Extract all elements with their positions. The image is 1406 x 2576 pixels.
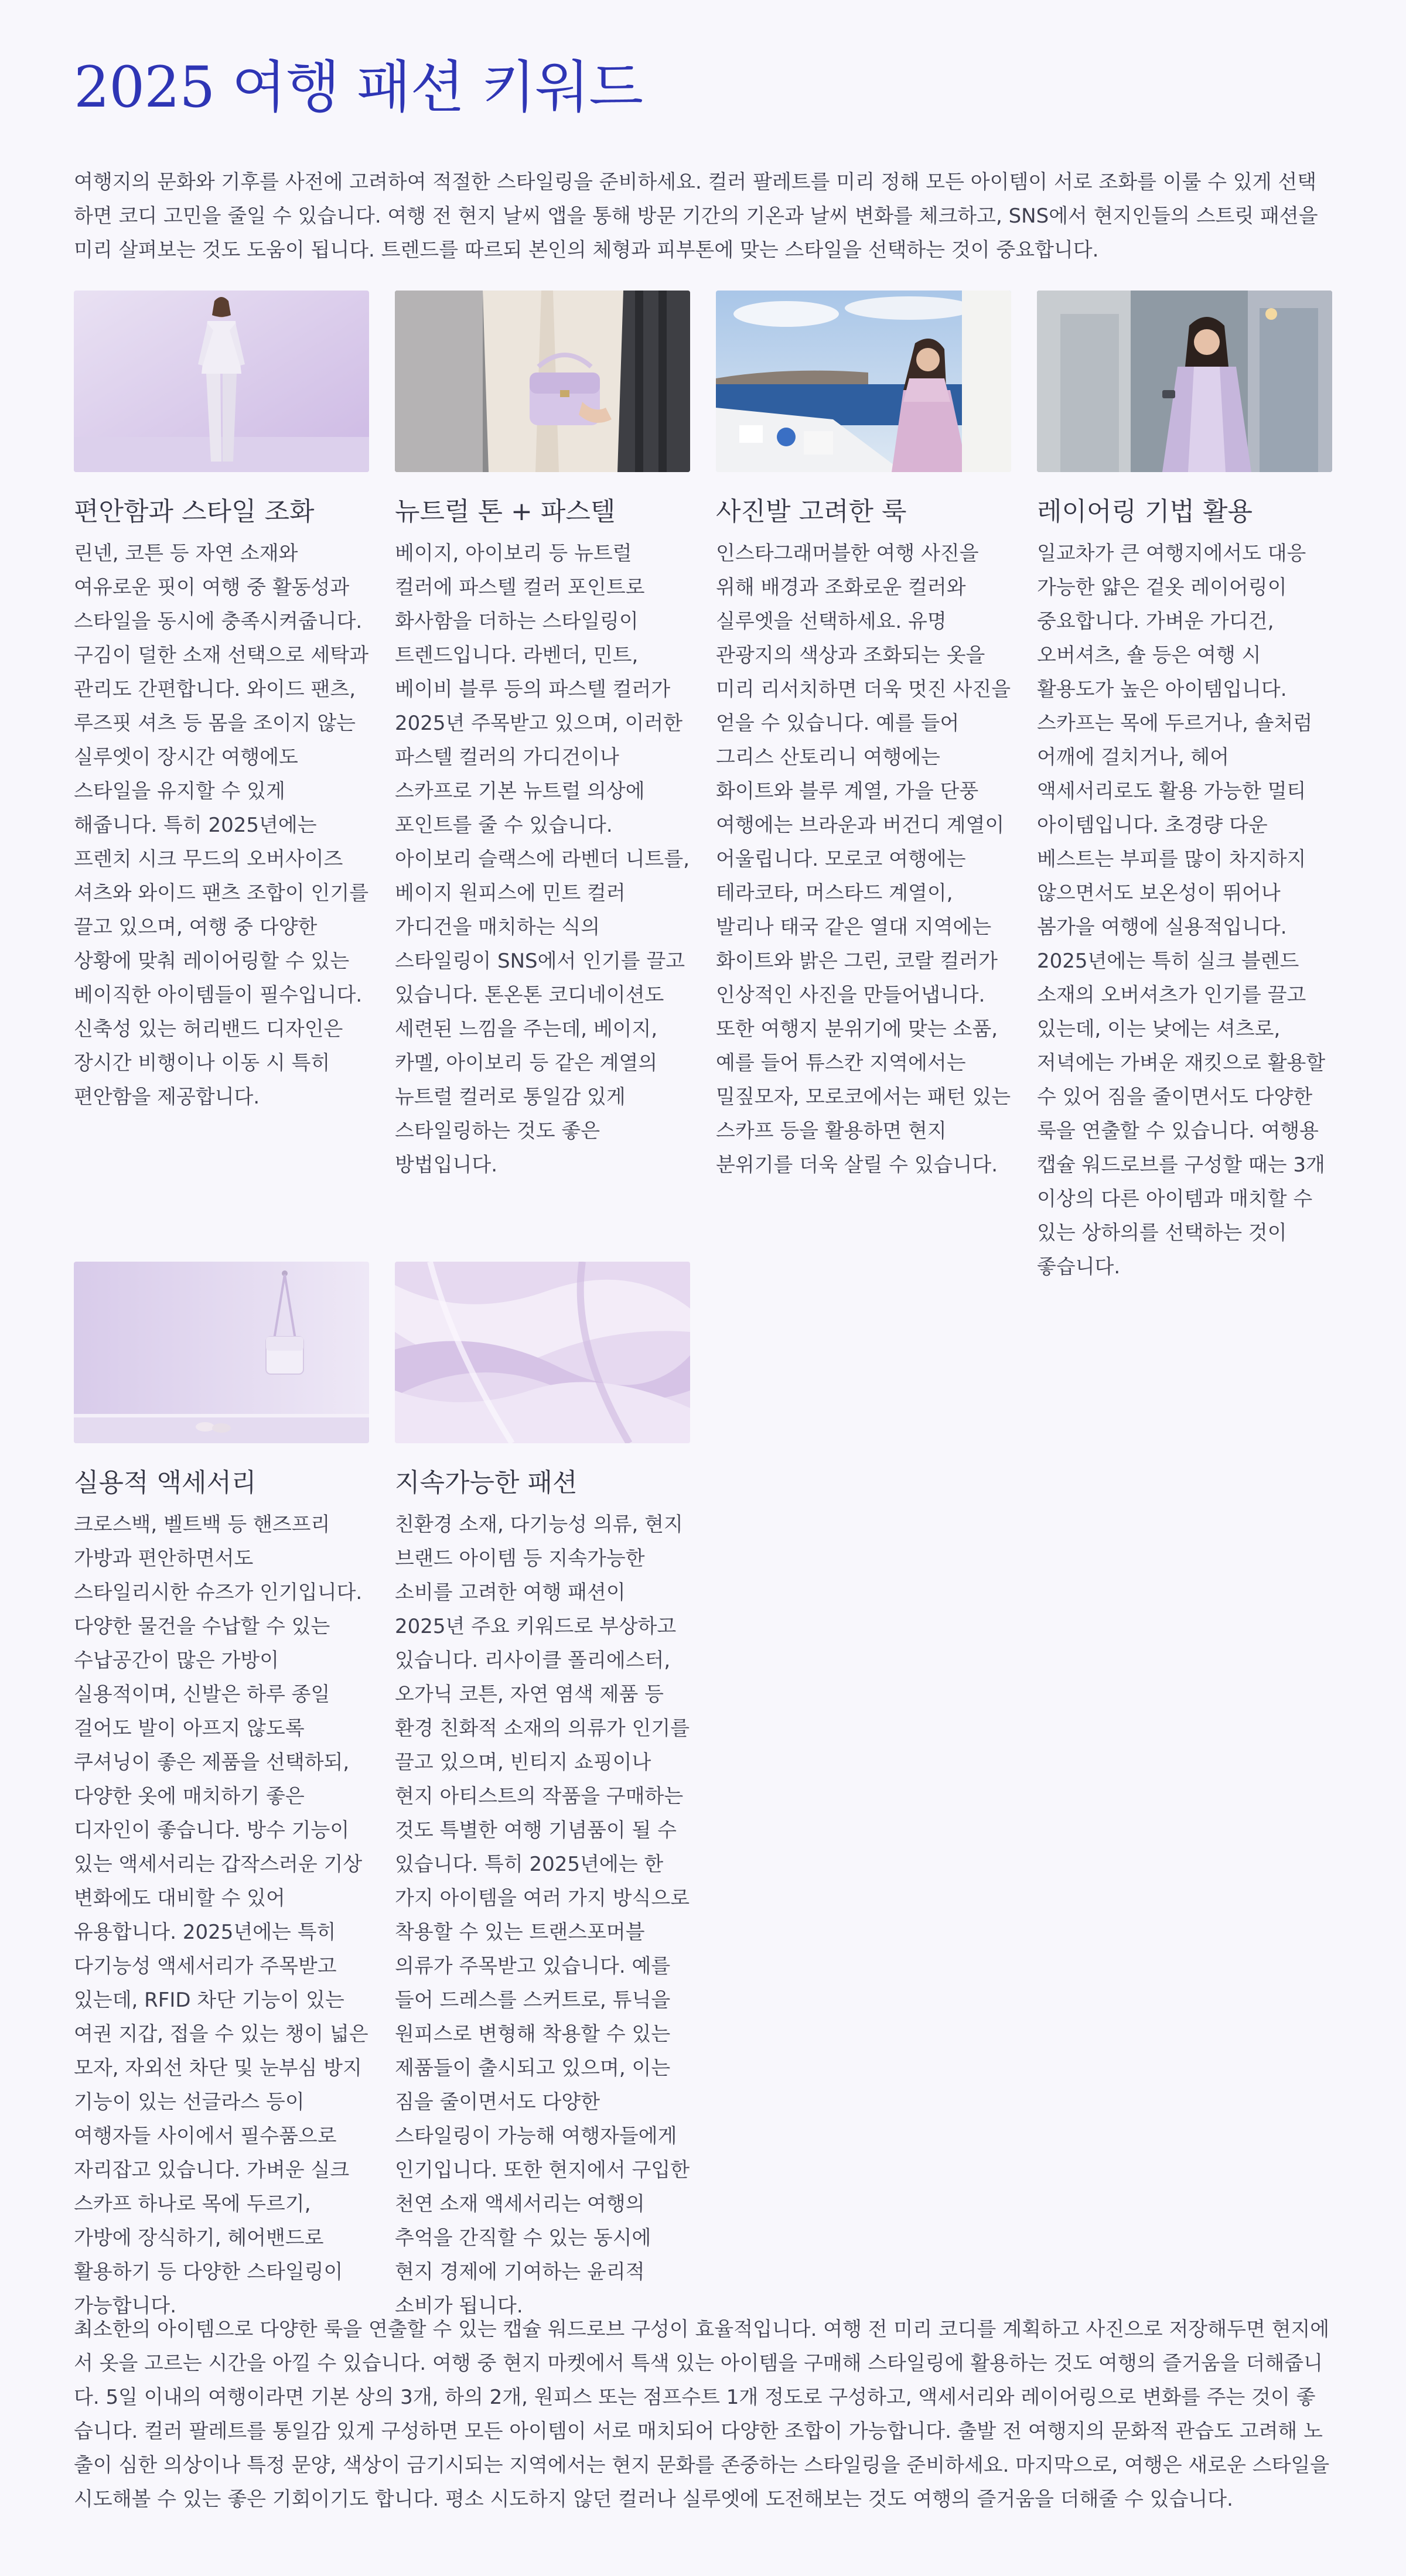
card-title: 사진발 고려한 룩 <box>716 497 907 527</box>
card-body: 린넨, 코튼 등 자연 소재와 여유로운 핏이 여행 중 활동성과 스타일을 동시에 충족시켜줍니다. 구김이 덜한 소재 선택으로 세탁과 관리도 간편합니다. 와이드 팬츠, 루즈핏 셔츠 등 몸을 조이지 않는 실루엣이 장시간 여행에도 스타일을 유지할 수 있게 해줍니다. 특히 2025년에는 프렌치 시크 무드의 오버사이즈 셔츠와 와이드 팬츠 조합이 인기를 끌고 있으며, 여행 중 다양한 상황에 맞춰 레이어링할 수 있는 베이직한 아이템들이 필수입니다. 신축성 있는 허리밴드 디자인은 장시간 비행이나 이동 시 특히 편안함을 제공합니다. <box>74 542 369 1109</box>
outro-paragraph: 최소한의 아이템으로 다양한 룩을 연출할 수 있는 캡슐 워드로브 구성이 효율적입니다. 여행 전 미리 코디를 계획하고 사진으로 저장해두면 현지에서 옷을 고르는 시간을 아낄 수 있습니다. 여행 중 현지 마켓에서 특색 있는 아이템을 구매해 스타일링에 활용하는 것도 여행의 즐거움을 더해줍니다. 5일 이내의 여행이라면 기본 상의 3개, 하의 2개, 원피스 또는 점프수트 1개 정도로 구성하고, 액세서리와 레이어링으로 변화를 주는 것이 좋습니다. 컬러 팔레트를 통일감 있게 구성하면 모든 아이템이 서로 매치되어 다양한 조합이 가능합니다. 출발 전 여행지의 문화적 관습도 고려해 노출이 심한 의상이나 특정 문양, 색상이 금기시되는 지역에서는 현지 문화를 존중하는 스타일링을 준비하세요. 마지막으로, 여행은 새로운 스타일을 시도해볼 수 있는 좋은 기회이기도 합니다. 평소 시도하지 않던 컬러나 실루엣에 도전해보는 것도 여행의 즐거움을 더해줄 수 있습니다. <box>74 2318 1330 2511</box>
intro-paragraph: 여행지의 문화와 기후를 사전에 고려하여 적절한 스타일링을 준비하세요. 컬러 팔레트를 미리 정해 모든 아이템이 서로 조화를 이룰 수 있게 선택하면 코디 고민을 줄일 수 있습니다. 여행 전 현지 날씨 앱을 통해 방문 기간의 기온과 날씨 변화를 체크하고, SNS에서 현지인들의 스트릿 패션을 미리 살펴보는 것도 도움이 됩니다. 트렌드를 따르되 본인의 체형과 피부톤에 맞는 스타일을 선택하는 것이 중요합니다. <box>74 170 1318 262</box>
card-title: 실용적 액세서리 <box>74 1468 257 1498</box>
draped-lavender-fabric-photo <box>395 1262 690 1443</box>
pastel-handbag-neutral-outfit-photo <box>395 291 690 472</box>
page-title: 2025 여행 패션 키워드 <box>74 54 643 120</box>
woman-in-lavender-linen-outfit-photo <box>74 291 369 472</box>
card-neutral-pastel <box>395 291 690 1182</box>
card-photo-look <box>716 291 1011 1182</box>
card-row-2 <box>74 1262 1332 2323</box>
card-layering <box>1037 291 1332 1284</box>
card-body: 일교차가 큰 여행지에서도 대응 가능한 얇은 겉옷 레이어링이 중요합니다. 가벼운 가디건, 오버셔츠, 숄 등은 여행 시 활용도가 높은 아이템입니다. 스카프는 목에 두르거나, 숄처럼 어깨에 걸치거나, 헤어 액세서리로도 활용 가능한 멀티 아이템입니다. 초경량 다운 베스트는 부피를 많이 차지하지 않으면서도 보온성이 뛰어나 봄가을 여행에 실용적입니다. 2025년에는 특히 실크 블렌드 소재의 오버셔츠가 인기를 끌고 있는데, 이는 낮에는 셔츠로, 저녁에는 가벼운 재킷으로 활용할 수 있어 짐을 줄이면서도 다양한 룩을 연출할 수 있습니다. 여행용 캡슐 워드로브를 구성할 때는 3개 이상의 다른 아이템과 매치할 수 있는 상하의를 선택하는 것이 좋습니다. <box>1037 542 1326 1279</box>
card-row-1 <box>74 291 1332 1284</box>
card-title: 뉴트럴 톤 + 파스텔 <box>395 497 616 527</box>
layered-lavender-cardigan-photo <box>1037 291 1332 472</box>
santorini-coastline-traveler-photo <box>716 291 1011 472</box>
card-comfort-style <box>74 291 369 1114</box>
card-body: 인스타그래머블한 여행 사진을 위해 배경과 조화로운 컬러와 실루엣을 선택하세요. 유명 관광지의 색상과 조화되는 옷을 미리 리서치하면 더욱 멋진 사진을 얻을 수 있습니다. 예를 들어 그리스 산토리니 여행에는 화이트와 블루 계열, 가을 단풍 여행에는 브라운과 버건디 계열이 어울립니다. 모로코 여행에는 테라코타, 머스타드 계열이, 발리나 태국 같은 열대 지역에는 화이트와 밝은 그린, 코랄 컬러가 인상적인 사진을 만들어냅니다. 또한 여행지 분위기에 맞는 소품, 예를 들어 튜스칸 지역에서는 밀짚모자, 모로코에서는 패턴 있는 스카프 등을 활용하면 현지 분위기를 더욱 살릴 수 있습니다. <box>716 542 1011 1177</box>
card-body: 친환경 소재, 다기능성 의류, 현지 브랜드 아이템 등 지속가능한 소비를 고려한 여행 패션이 2025년 주요 키워드로 부상하고 있습니다. 리사이클 폴리에스터, 오가닉 코튼, 자연 염색 제품 등 환경 친화적 소재의 의류가 인기를 끌고 있으며, 빈티지 쇼핑이나 현지 아티스트의 작품을 구매하는 것도 특별한 여행 기념품이 될 수 있습니다. 특히 2025년에는 한 가지 아이템을 여러 가지 방식으로 착용할 수 있는 트랜스포머블 의류가 주목받고 있습니다. 예를 들어 드레스를 스커트로, 튜닉을 원피스로 변형해 착용할 수 있는 제품들이 출시되고 있으며, 이는 짐을 줄이면서도 다양한 스타일링이 가능해 여행자들에게 인기입니다. 또한 현지에서 구입한 천연 소재 액세서리는 여행의 추억을 간직할 수 있는 동시에 현지 경제에 기여하는 윤리적 소비가 됩니다. <box>395 1513 690 2318</box>
card-accessories <box>74 1262 369 2323</box>
card-title: 편안함과 스타일 조화 <box>74 497 315 527</box>
hanging-crossbody-bag-photo <box>74 1262 369 1443</box>
card-sustainable <box>395 1262 690 2323</box>
card-body: 베이지, 아이보리 등 뉴트럴 컬러에 파스텔 컬러 포인트로 화사함을 더하는 스타일링이 트렌드입니다. 라벤더, 민트, 베이비 블루 등의 파스텔 컬러가 2025년 주목받고 있으며, 이러한 파스텔 컬러의 가디건이나 스카프로 기본 뉴트럴 의상에 포인트를 줄 수 있습니다. 아이보리 슬랙스에 라벤더 니트를, 베이지 원피스에 민트 컬러 가디건을 매치하는 식의 스타일링이 SNS에서 인기를 끌고 있습니다. 톤온톤 코디네이션도 세련된 느낌을 주는데, 베이지, 카멜, 아이보리 등 같은 계열의 뉴트럴 컬러로 통일감 있게 스타일링하는 것도 좋은 방법입니다. <box>395 542 690 1177</box>
card-title: 레이어링 기법 활용 <box>1037 497 1253 527</box>
card-body: 크로스백, 벨트백 등 핸즈프리 가방과 편안하면서도 스타일리시한 슈즈가 인기입니다. 다양한 물건을 수납할 수 있는 수납공간이 많은 가방이 실용적이며, 신발은 하루 종일 걸어도 발이 아프지 않도록 쿠셔닝이 좋은 제품을 선택하되, 다양한 옷에 매치하기 좋은 디자인이 좋습니다. 방수 기능이 있는 액세서리는 갑작스러운 기상 변화에도 대비할 수 있어 유용합니다. 2025년에는 특히 다기능성 액세서리가 주목받고 있는데, RFID 차단 기능이 있는 여권 지갑, 접을 수 있는 챙이 넓은 모자, 자외선 차단 및 눈부심 방지 기능이 있는 선글라스 등이 여행자들 사이에서 필수품으로 자리잡고 있습니다. 가벼운 실크 스카프 하나로 목에 두르기, 가방에 장식하기, 헤어밴드로 활용하기 등 다양한 스타일링이 가능합니다. <box>74 1513 368 2318</box>
card-title: 지속가능한 패션 <box>395 1468 578 1498</box>
